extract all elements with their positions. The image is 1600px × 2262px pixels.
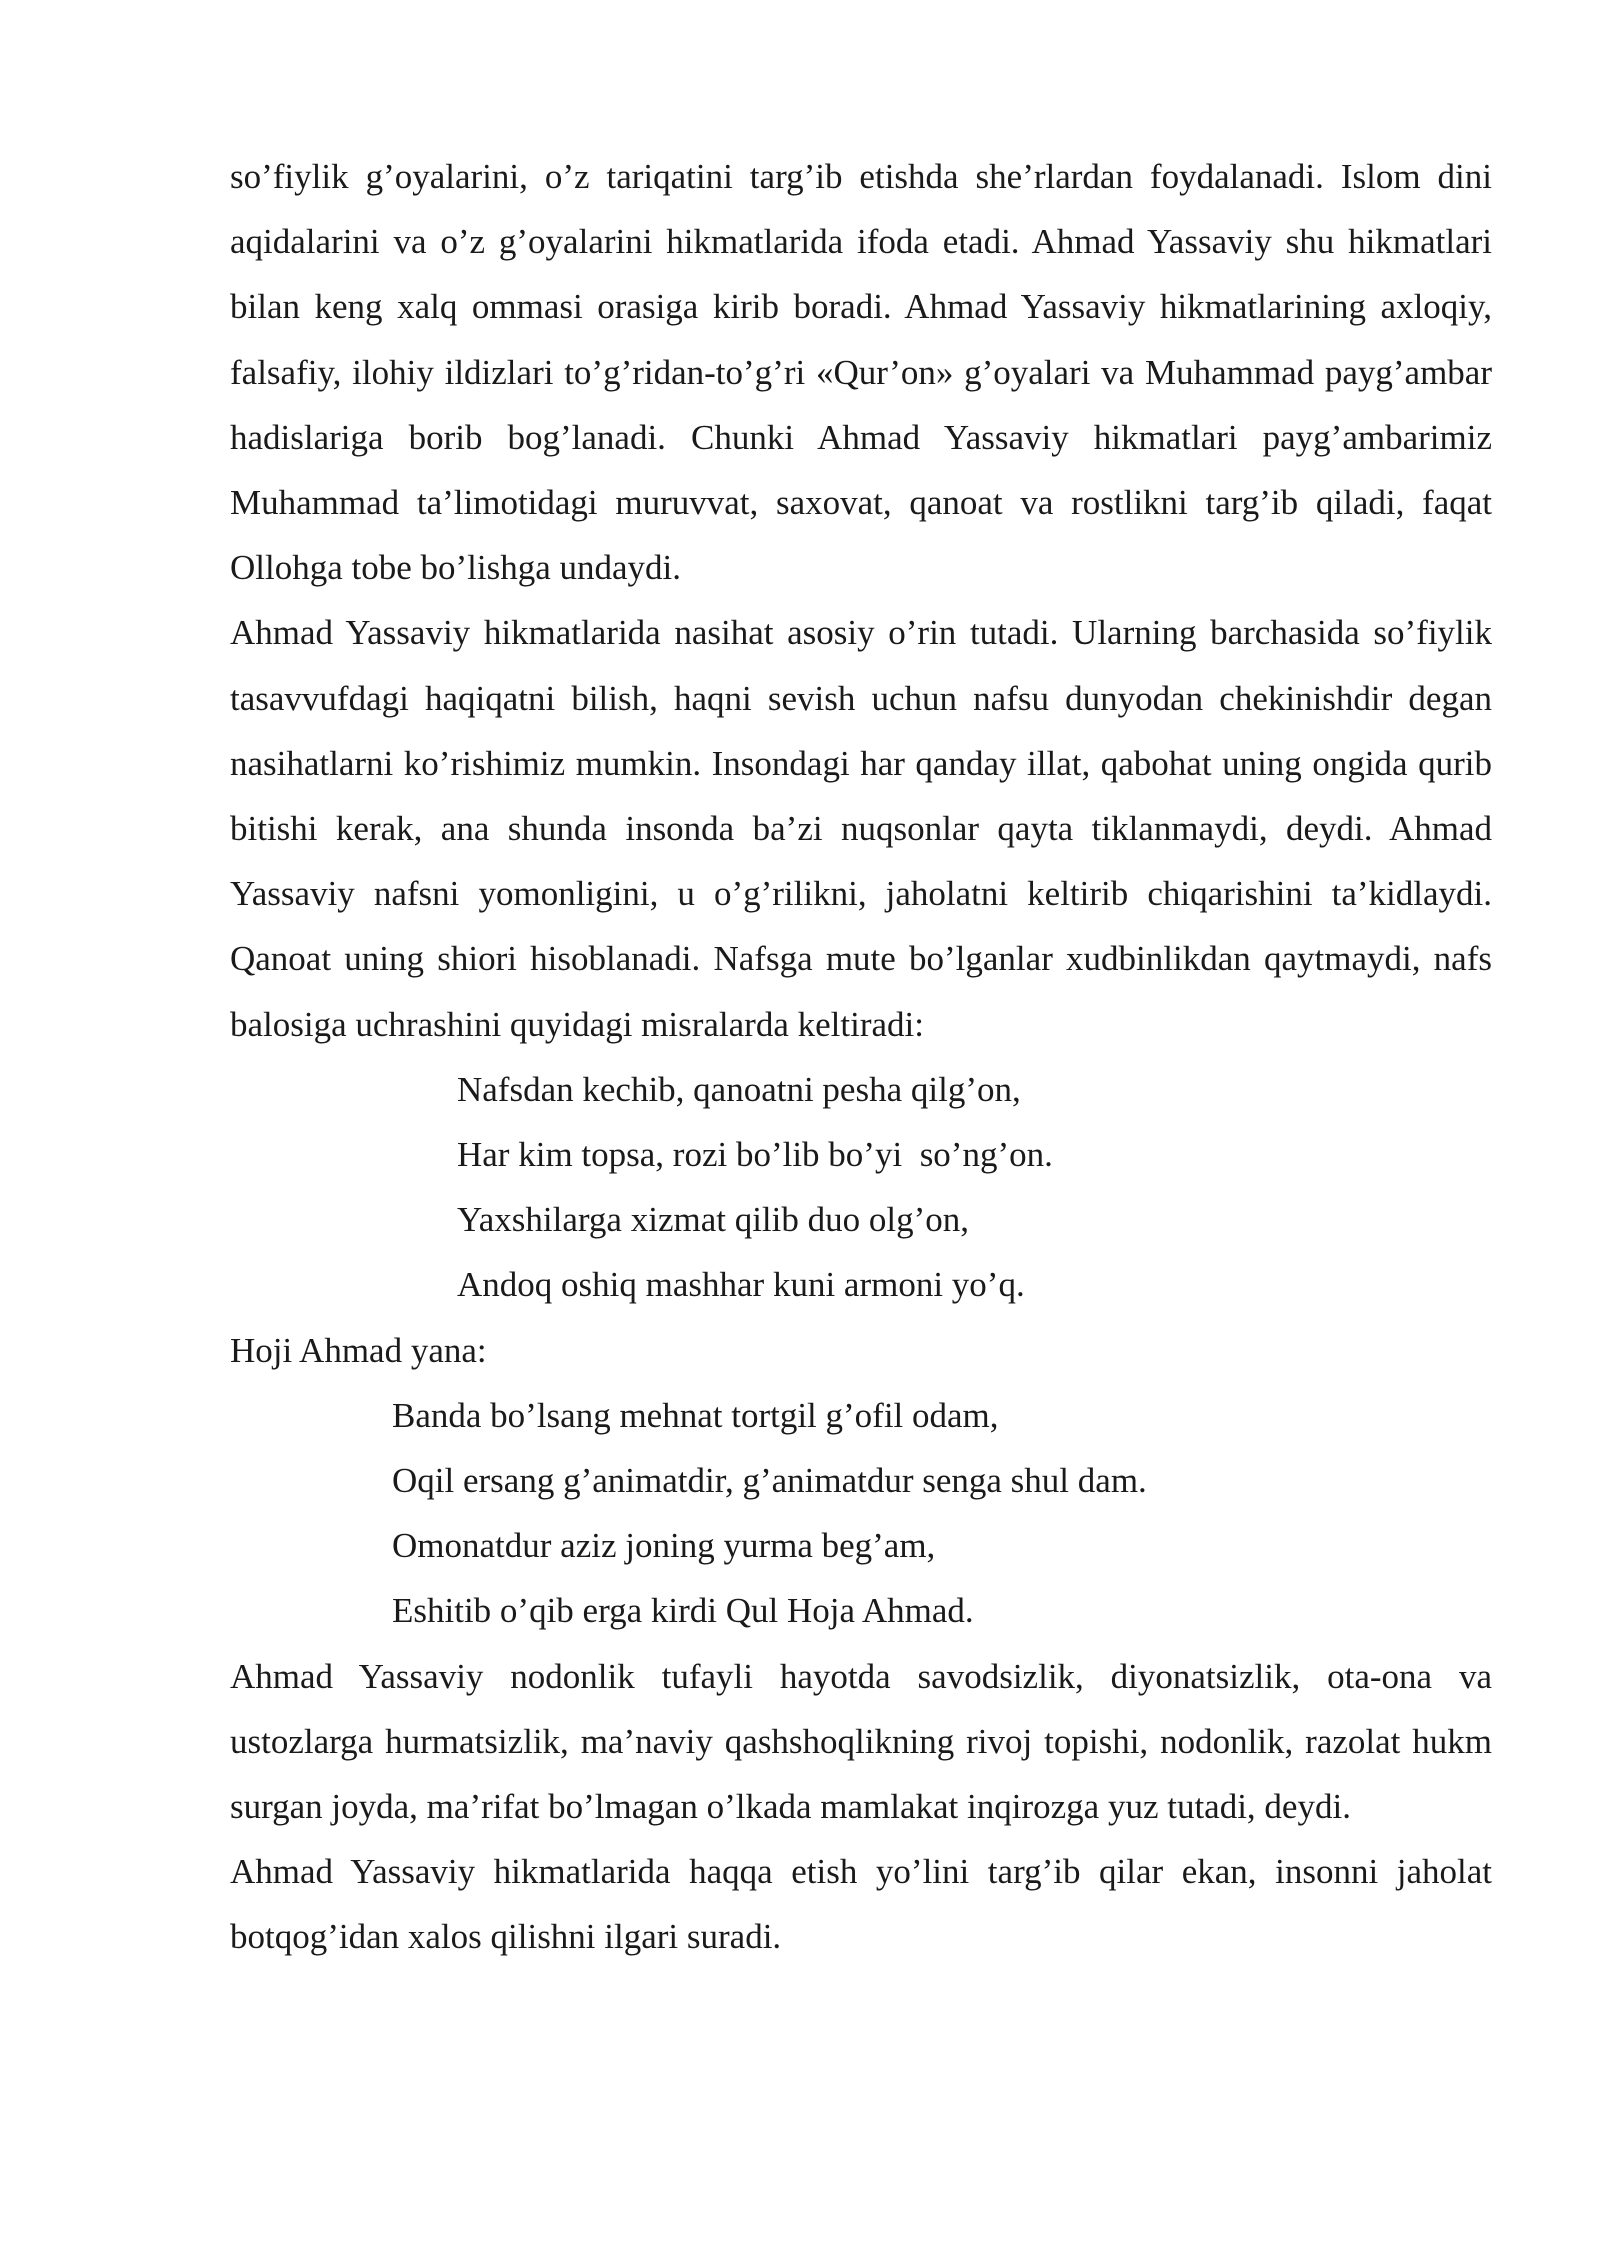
paragraph-sufism-ideas: so’fiylik g’oyalarini, o’z tariqatini targ’ib etishda she’rlardan foydalanadi. Islom dini aqidalarini va o’z g’oyalarini hikmatlarida ifoda etadi. Ahmad Yassaviy shu hikmatlari bilan keng xalq ommasi orasiga kirib boradi. Ahmad Yassaviy hikmatlarining axloqiy, falsafiy, ilohiy ildizlari to’g’ridan-to’g’ri «Qur’on» g’oyalari va Muhammad payg’ambar hadislariga borib bog’lanadi. Chunki Ahmad Yassaviy hikmatlari payg’ambarimiz Muhammad ta’limotidagi muruvvat, saxovat, qanoat va rostlikni targ’ib qiladi, faqat Ollohga tobe bo’lishga undaydi. — [230, 157, 1492, 588]
poem-line: Andoq oshiq mashhar kuni armoni yo’q. — [457, 1265, 1025, 1305]
poem-stanza-first — [230, 1057, 1492, 1318]
paragraph-path-to-truth: Ahmad Yassaviy hikmatlarida haqqa etish yo’lini targ’ib qilar ekan, insonni jaholat botqog’idan xalos qilishni ilgari suradi. — [230, 1852, 1492, 1957]
poem-line: Har kim topsa, rozi bo’lib bo’yi so’ng’on. — [457, 1135, 1053, 1175]
poem-line: Yaxshilarga xizmat qilib duo olg’on, — [457, 1200, 970, 1240]
poem-line: Eshitib o’qib erga kirdi Qul Hoja Ahmad. — [392, 1591, 974, 1631]
poem-line: Nafsdan kechib, qanoatni pesha qilg’on, — [457, 1069, 1021, 1109]
paragraph-advice: Ahmad Yassaviy hikmatlarida nasihat asosiy o’rin tutadi. Ularning barchasida so’fiylik tasavvufdagi haqiqatni bilish, haqni sevish uchun nafsu dunyodan chekinishdir degan nasihatlarni ko’rishimiz mumkin. Insondagi har qanday illat, qabohat uning ongida qurib bitishi kerak, ana shunda insonda ba’zi nuqsonlar qayta tiklanmaydi, deydi. Ahmad Yassaviy nafsni yomonligini, u o’g’rilikni, jaholatni keltirib chiqarishini ta’kidlaydi. Qanoat uning shiori hisoblanadi. Nafsga mute bo’lganlar xudbinlikdan qaytmaydi, nafs balosiga uchrashini quyidagi misralarda keltiradi: — [230, 613, 1492, 1044]
poem-line: Omonatdur aziz joning yurma beg’am, — [392, 1526, 936, 1566]
poem-line: Oqil ersang g’animatdir, g’animatdur senga shul dam. — [392, 1461, 1147, 1501]
paragraph-ignorance: Ahmad Yassaviy nodonlik tufayli hayotda savodsizlik, diyonatsizlik, ota-ona va ustozlarga hurmatsizlik, ma’naviy qashshoqlikning rivoj topishi, nodonlik, razolat hukm surgan joyda, ma’rifat bo’lmagan o’lkada mamlakat inqirozga yuz tutadi, deydi. — [230, 1656, 1492, 1827]
poem-stanza-second — [230, 1383, 1492, 1644]
poem-intro: Hoji Ahmad yana: — [230, 1330, 487, 1370]
document-page — [230, 144, 1492, 1970]
poem-line: Banda bo’lsang mehnat tortgil g’ofil odam, — [392, 1395, 999, 1435]
